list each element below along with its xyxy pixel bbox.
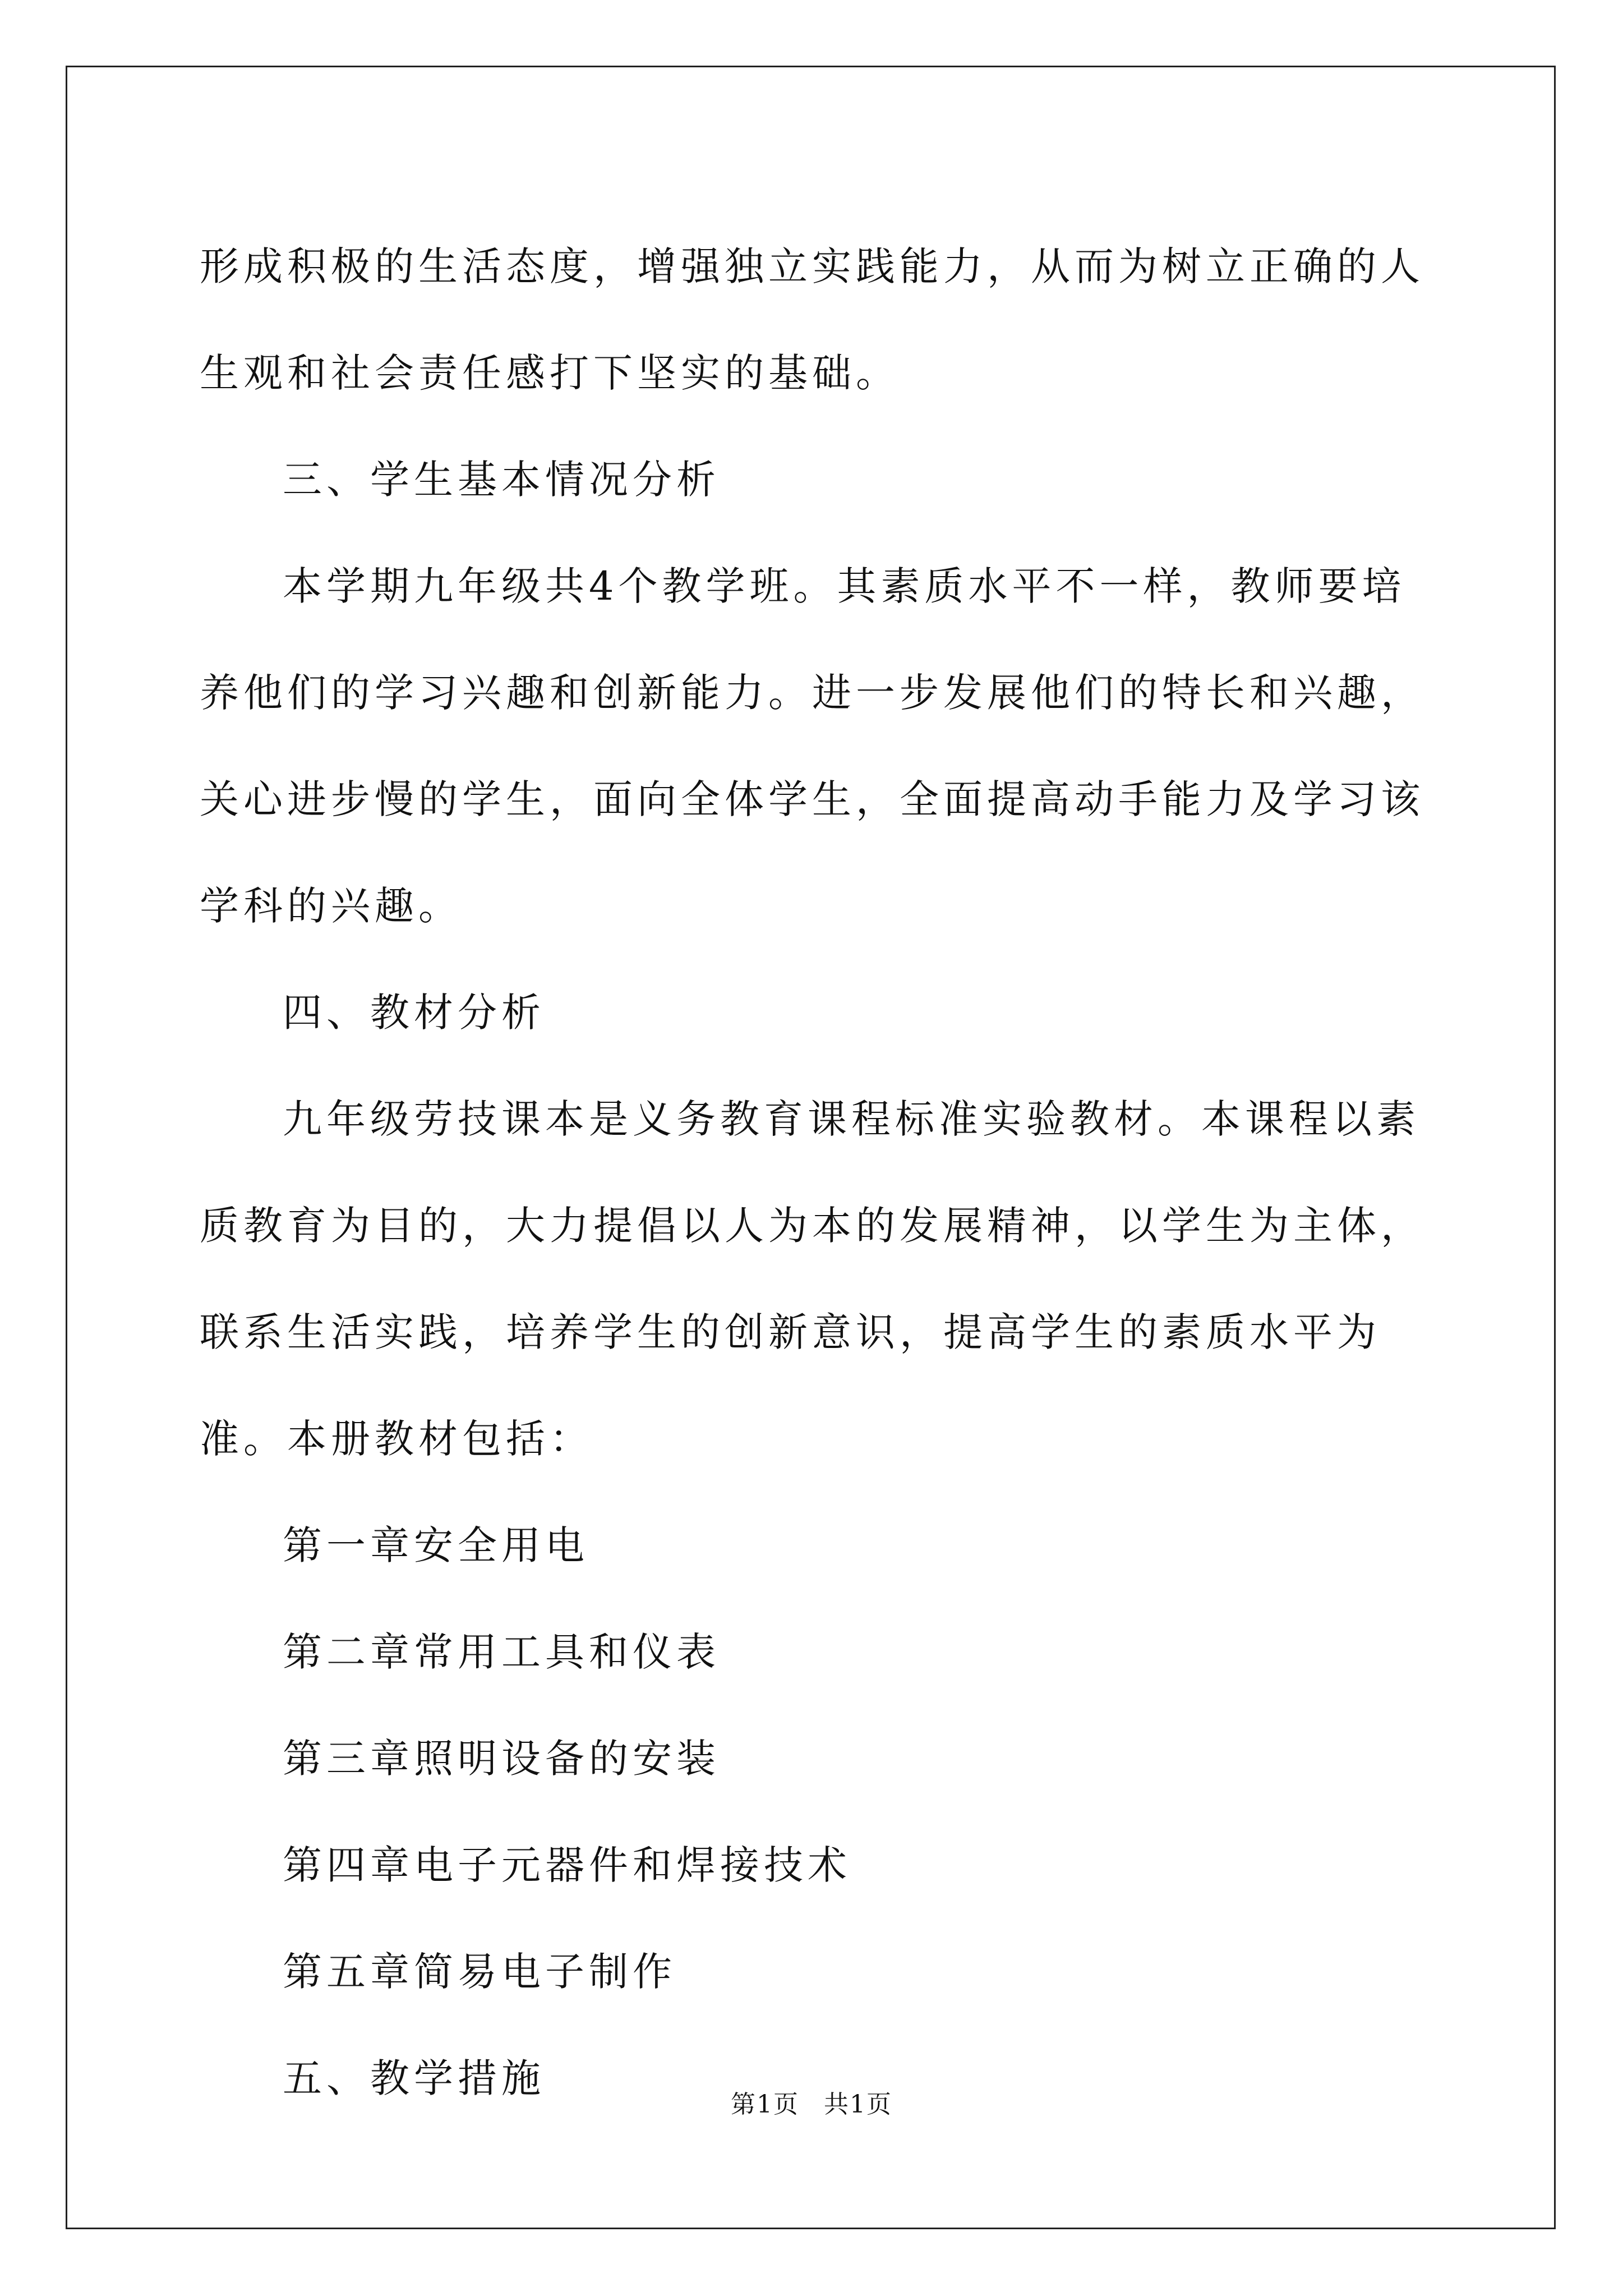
chapter-item-4: 第四章电子元器件和焊接技术: [283, 1842, 851, 1888]
section-heading-teaching-measures: 五、教学措施: [283, 2055, 545, 2101]
chapter-item-2: 第二章常用工具和仪表: [283, 1629, 720, 1675]
paragraph-textbook-analysis: 九年级劳技课本是义务教育课程标准实验教材。本课程以素质教育为目的，大力提倡以人为本的发展精神，以学生为主体，联系生活实践，培养学生的创新意识，提高学生的素质水平为准。本册教材包括：: [200, 1096, 1424, 1462]
page-footer: [0, 2084, 1623, 2120]
chapter-item-5: 第五章简易电子制作: [283, 1949, 676, 1995]
document-body: [200, 213, 1428, 2132]
paragraph-student-analysis: 本学期九年级共4个教学班。其素质水平不一样，教师要培养他们的学习兴趣和创新能力。进一步发展他们的特长和兴趣，关心进步慢的学生，面向全体学生，全面提高动手能力及学习该学科的兴趣。: [200, 563, 1424, 929]
chapter-item-3: 第三章照明设备的安装: [283, 1736, 720, 1782]
paragraph-intro-continuation: 形成积极的生活态度，增强独立实践能力，从而为树立正确的人生观和社会责任感打下坚实的基础。: [200, 243, 1424, 396]
section-heading-student-analysis: 三、学生基本情况分析: [283, 457, 720, 503]
page-number-total: 共1页: [824, 2090, 892, 2119]
page-number-current: 第1页: [731, 2090, 799, 2119]
section-heading-textbook-analysis: 四、教材分析: [283, 990, 545, 1036]
chapter-item-1: 第一章安全用电: [283, 1522, 589, 1568]
